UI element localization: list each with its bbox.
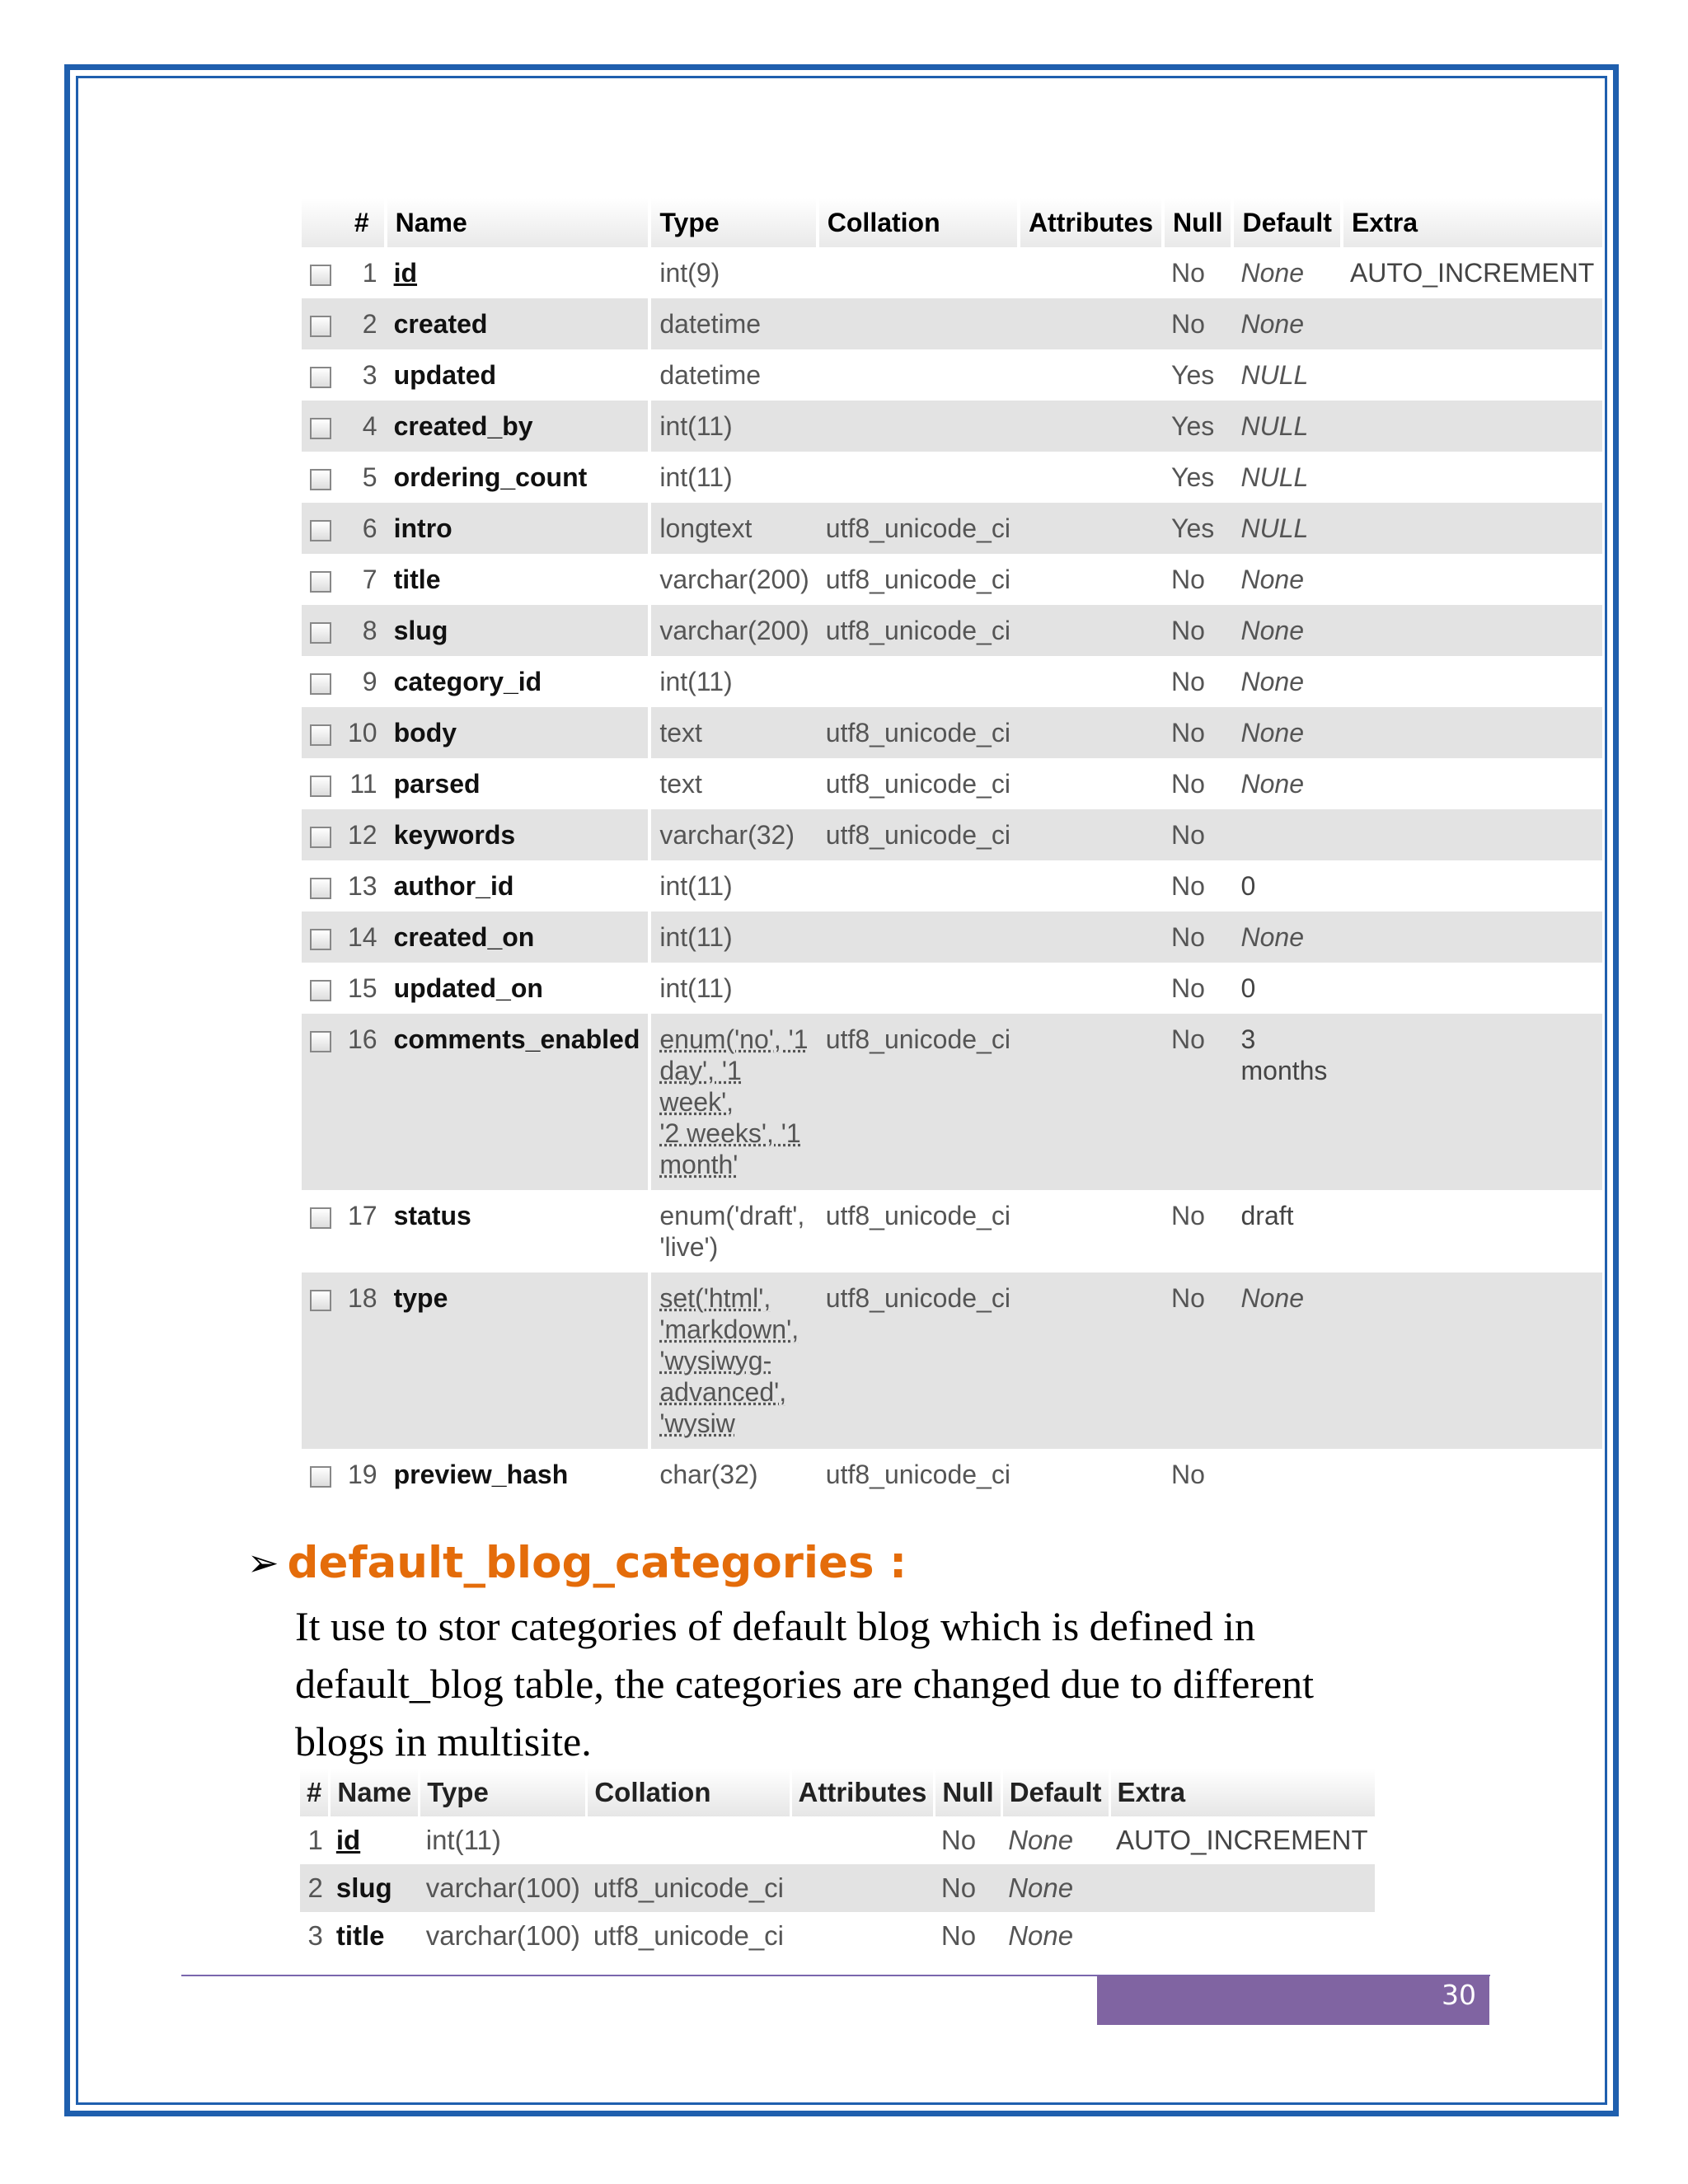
field-default: None bbox=[1001, 1864, 1109, 1912]
row-checkbox[interactable] bbox=[310, 418, 331, 439]
field-null: No bbox=[1171, 565, 1205, 594]
table-row bbox=[302, 605, 1602, 656]
field-default: 0 bbox=[1240, 871, 1256, 901]
field-null: No bbox=[1171, 667, 1205, 696]
field-default: None bbox=[1008, 1920, 1074, 1951]
table-row bbox=[302, 349, 1602, 401]
field-null: No bbox=[1163, 809, 1232, 860]
table-row bbox=[302, 758, 1602, 809]
field-default: None bbox=[1008, 1825, 1074, 1855]
table-row bbox=[302, 1272, 1602, 1449]
row-checkbox[interactable] bbox=[310, 265, 331, 286]
row-checkbox-cell bbox=[302, 247, 340, 298]
header-checkbox-col bbox=[302, 198, 340, 247]
field-name: updated_on bbox=[393, 973, 543, 1003]
field-attributes bbox=[1019, 452, 1163, 503]
table-row bbox=[302, 963, 1602, 1014]
row-checkbox-cell bbox=[302, 707, 340, 758]
field-null: No bbox=[1163, 298, 1232, 349]
row-checkbox-cell bbox=[302, 656, 340, 707]
row-checkbox-cell bbox=[302, 298, 340, 349]
row-checkbox[interactable] bbox=[310, 878, 331, 899]
field-null: No bbox=[1163, 1272, 1232, 1449]
field-type bbox=[649, 1190, 817, 1272]
field-name: created bbox=[386, 298, 650, 349]
header-num: # bbox=[300, 1769, 330, 1816]
header-attributes[interactable]: Attributes bbox=[1019, 198, 1163, 247]
table-row bbox=[302, 707, 1602, 758]
row-number: 17 bbox=[348, 1201, 377, 1230]
field-extra bbox=[1342, 401, 1602, 452]
header-collation[interactable]: Collation bbox=[587, 1769, 790, 1816]
field-type-line: '2 weeks', '1 bbox=[659, 1118, 801, 1148]
table-row bbox=[300, 1816, 1375, 1864]
field-attributes bbox=[1019, 401, 1163, 452]
field-attributes bbox=[1019, 605, 1163, 656]
field-null: No bbox=[1163, 1014, 1232, 1190]
field-extra bbox=[1342, 605, 1602, 656]
field-collation bbox=[818, 247, 1019, 298]
section-heading bbox=[247, 1538, 907, 1588]
field-name: type bbox=[386, 1272, 650, 1449]
field-collation: utf8_unicode_ci bbox=[825, 1201, 1010, 1230]
field-type: varchar(200) bbox=[649, 605, 817, 656]
field-extra bbox=[1342, 1014, 1602, 1190]
row-number: 18 bbox=[340, 1272, 386, 1449]
field-type: int(11) bbox=[425, 1825, 501, 1855]
field-type: varchar(32) bbox=[649, 809, 817, 860]
header-extra[interactable]: Extra bbox=[1342, 198, 1602, 247]
field-attributes bbox=[1019, 656, 1163, 707]
row-checkbox-cell bbox=[302, 963, 340, 1014]
row-checkbox-cell bbox=[302, 1014, 340, 1190]
header-type[interactable]: Type bbox=[420, 1769, 587, 1816]
field-default: None bbox=[1232, 912, 1341, 963]
field-collation bbox=[818, 912, 1019, 963]
section-heading-text: default_blog_categories : bbox=[287, 1538, 907, 1588]
field-null: No bbox=[1163, 605, 1232, 656]
table-row bbox=[302, 503, 1602, 554]
field-null: No bbox=[1171, 871, 1205, 901]
header-num: # bbox=[340, 198, 386, 247]
header-default[interactable]: Default bbox=[1232, 198, 1341, 247]
field-extra bbox=[1109, 1864, 1375, 1912]
field-default: None bbox=[1232, 605, 1341, 656]
field-default bbox=[1232, 1449, 1341, 1500]
field-type: int(11) bbox=[649, 860, 817, 912]
field-attributes bbox=[1019, 1449, 1163, 1500]
field-attributes bbox=[1019, 1272, 1163, 1449]
row-number: 2 bbox=[300, 1864, 330, 1912]
row-number: 1 bbox=[307, 1825, 323, 1855]
field-null: Yes bbox=[1171, 360, 1215, 390]
row-checkbox[interactable] bbox=[310, 980, 331, 1001]
field-type: longtext bbox=[649, 503, 817, 554]
field-name: body bbox=[386, 707, 650, 758]
field-type-line: 'markdown', bbox=[659, 1315, 799, 1344]
field-default: None bbox=[1232, 707, 1341, 758]
table-row bbox=[300, 1864, 1375, 1912]
row-checkbox-cell bbox=[302, 452, 340, 503]
field-null: No bbox=[1171, 769, 1205, 799]
field-null: No bbox=[1171, 1460, 1205, 1489]
row-number: 6 bbox=[340, 503, 386, 554]
row-number: 4 bbox=[340, 401, 386, 452]
header-null[interactable]: Null bbox=[1163, 198, 1232, 247]
field-attributes bbox=[790, 1912, 935, 1960]
field-type: varchar(200) bbox=[649, 554, 817, 605]
row-checkbox-cell bbox=[302, 401, 340, 452]
field-type-line: advanced', bbox=[659, 1377, 787, 1407]
field-type bbox=[649, 1272, 817, 1449]
field-extra bbox=[1342, 912, 1602, 963]
field-extra bbox=[1342, 554, 1602, 605]
field-null: No bbox=[1163, 912, 1232, 963]
header-name[interactable]: Name bbox=[330, 1769, 420, 1816]
field-name: id bbox=[393, 258, 418, 288]
field-type: int(11) bbox=[649, 452, 817, 503]
row-checkbox[interactable] bbox=[310, 724, 331, 746]
field-attributes bbox=[1019, 758, 1163, 809]
field-name: status bbox=[393, 1201, 471, 1230]
row-checkbox[interactable] bbox=[310, 1466, 331, 1488]
field-attributes bbox=[1019, 247, 1163, 298]
header-attributes[interactable]: Attributes bbox=[790, 1769, 935, 1816]
field-type: datetime bbox=[649, 349, 817, 401]
field-default bbox=[1232, 809, 1341, 860]
field-collation: utf8_unicode_ci bbox=[818, 1014, 1019, 1190]
row-checkbox-cell bbox=[302, 1190, 340, 1272]
field-name: parsed bbox=[393, 769, 481, 799]
field-attributes bbox=[1019, 912, 1163, 963]
field-extra bbox=[1342, 860, 1602, 912]
field-name: slug bbox=[386, 605, 650, 656]
field-null: No bbox=[1171, 258, 1205, 288]
field-extra bbox=[1342, 758, 1602, 809]
field-extra bbox=[1342, 1272, 1602, 1449]
field-default: None bbox=[1240, 565, 1304, 594]
page-number: 30 bbox=[1442, 1979, 1476, 2011]
row-checkbox[interactable] bbox=[310, 622, 331, 644]
field-extra bbox=[1342, 1449, 1602, 1500]
field-type-line: 'live') bbox=[659, 1232, 719, 1262]
field-name: created_on bbox=[386, 912, 650, 963]
field-type: datetime bbox=[649, 298, 817, 349]
header-extra[interactable]: Extra bbox=[1109, 1769, 1375, 1816]
table-row bbox=[302, 247, 1602, 298]
field-default: draft bbox=[1240, 1201, 1294, 1230]
row-number: 19 bbox=[348, 1460, 377, 1489]
field-name: category_id bbox=[393, 667, 542, 696]
row-checkbox[interactable] bbox=[310, 776, 331, 797]
row-checkbox[interactable] bbox=[310, 1290, 331, 1311]
field-collation: utf8_unicode_ci bbox=[587, 1864, 790, 1912]
field-type-line: enum('no', '1 bbox=[659, 1024, 809, 1054]
field-type: int(11) bbox=[649, 912, 817, 963]
field-null: No bbox=[1163, 707, 1232, 758]
row-checkbox-cell bbox=[302, 503, 340, 554]
field-default: NULL bbox=[1240, 462, 1309, 492]
row-checkbox-cell bbox=[302, 554, 340, 605]
row-checkbox-cell bbox=[302, 1449, 340, 1500]
field-extra bbox=[1342, 298, 1602, 349]
row-number: 7 bbox=[362, 565, 377, 594]
field-default: None bbox=[1232, 298, 1341, 349]
field-null: No bbox=[940, 1920, 977, 1951]
field-attributes bbox=[790, 1816, 935, 1864]
field-collation: utf8_unicode_ci bbox=[825, 769, 1010, 799]
row-number: 13 bbox=[348, 871, 377, 901]
field-null: No bbox=[940, 1825, 977, 1855]
field-type-line: 'wysiwyg- bbox=[659, 1346, 772, 1376]
field-collation bbox=[818, 298, 1019, 349]
field-default: 3 months bbox=[1232, 1014, 1341, 1190]
header-default[interactable]: Default bbox=[1001, 1769, 1109, 1816]
field-type: char(32) bbox=[649, 1449, 817, 1500]
field-default: 0 bbox=[1240, 973, 1256, 1003]
field-type: int(11) bbox=[649, 656, 817, 707]
field-attributes bbox=[1019, 298, 1163, 349]
field-default: NULL bbox=[1232, 401, 1341, 452]
header-name[interactable]: Name bbox=[386, 198, 650, 247]
field-type: varchar(100) bbox=[425, 1920, 580, 1951]
field-extra bbox=[1109, 1912, 1375, 1960]
categories-fields-table bbox=[300, 1769, 1375, 1960]
field-null: No bbox=[1171, 1201, 1205, 1230]
field-extra bbox=[1342, 707, 1602, 758]
field-collation: utf8_unicode_ci bbox=[818, 809, 1019, 860]
field-extra bbox=[1342, 656, 1602, 707]
arrow-bullet-icon: ➢ bbox=[247, 1540, 279, 1585]
field-extra bbox=[1342, 809, 1602, 860]
field-name: created_by bbox=[386, 401, 650, 452]
field-collation: utf8_unicode_ci bbox=[818, 503, 1019, 554]
field-collation bbox=[818, 656, 1019, 707]
row-number: 9 bbox=[362, 667, 377, 696]
field-default: None bbox=[1232, 1272, 1341, 1449]
row-checkbox[interactable] bbox=[310, 367, 331, 388]
field-name: title bbox=[335, 1920, 385, 1951]
header-null[interactable]: Null bbox=[935, 1769, 1001, 1816]
field-name: slug bbox=[330, 1864, 420, 1912]
field-attributes bbox=[1019, 963, 1163, 1014]
row-checkbox[interactable] bbox=[310, 316, 331, 337]
field-type: text bbox=[649, 758, 817, 809]
field-type: text bbox=[649, 707, 817, 758]
table-row bbox=[302, 1190, 1602, 1272]
row-number: 16 bbox=[340, 1014, 386, 1190]
field-attributes bbox=[1019, 503, 1163, 554]
row-checkbox[interactable] bbox=[310, 520, 331, 541]
row-checkbox-cell bbox=[302, 349, 340, 401]
field-name: preview_hash bbox=[393, 1460, 569, 1489]
table-row bbox=[302, 554, 1602, 605]
field-name: intro bbox=[386, 503, 650, 554]
row-number: 1 bbox=[362, 258, 377, 288]
row-checkbox[interactable] bbox=[310, 1031, 331, 1052]
field-null: Yes bbox=[1163, 401, 1232, 452]
field-name: comments_enabled bbox=[386, 1014, 650, 1190]
field-collation bbox=[818, 452, 1019, 503]
field-attributes bbox=[1019, 1014, 1163, 1190]
table-row bbox=[302, 1014, 1602, 1190]
field-type-line: day', '1 week', bbox=[659, 1056, 742, 1117]
field-collation bbox=[587, 1816, 790, 1864]
row-number: 12 bbox=[340, 809, 386, 860]
row-checkbox-cell bbox=[302, 605, 340, 656]
row-number: 3 bbox=[362, 360, 377, 390]
field-collation bbox=[818, 349, 1019, 401]
field-name: ordering_count bbox=[393, 462, 588, 492]
field-collation: utf8_unicode_ci bbox=[818, 605, 1019, 656]
field-null: Yes bbox=[1171, 462, 1215, 492]
field-null: Yes bbox=[1163, 503, 1232, 554]
field-name: keywords bbox=[386, 809, 650, 860]
field-type-line: 'wysiw bbox=[659, 1408, 735, 1438]
field-collation: utf8_unicode_ci bbox=[593, 1920, 785, 1951]
field-type-line: set('html', bbox=[659, 1283, 771, 1313]
field-attributes bbox=[790, 1864, 935, 1912]
field-attributes bbox=[1019, 860, 1163, 912]
section-paragraph: It use to stor categories of default blog which is defined in default_blog table, the categories are changed due to different blogs in multisite. bbox=[295, 1603, 1315, 1765]
field-default: None bbox=[1240, 769, 1304, 799]
field-name: updated bbox=[393, 360, 497, 390]
field-extra bbox=[1342, 349, 1602, 401]
field-collation: utf8_unicode_ci bbox=[825, 1460, 1010, 1489]
field-extra bbox=[1342, 1190, 1602, 1272]
field-type: varchar(100) bbox=[420, 1864, 587, 1912]
field-collation: utf8_unicode_ci bbox=[818, 1272, 1019, 1449]
field-type bbox=[649, 1014, 817, 1190]
field-collation bbox=[818, 963, 1019, 1014]
field-attributes bbox=[1019, 554, 1163, 605]
table-row bbox=[302, 452, 1602, 503]
row-checkbox[interactable] bbox=[310, 673, 331, 695]
row-checkbox-cell bbox=[302, 1272, 340, 1449]
field-extra: AUTO_INCREMENT bbox=[1116, 1825, 1368, 1855]
row-checkbox-cell bbox=[302, 758, 340, 809]
table-row bbox=[302, 1449, 1602, 1500]
row-number: 2 bbox=[340, 298, 386, 349]
table-row bbox=[302, 298, 1602, 349]
field-extra bbox=[1342, 963, 1602, 1014]
field-type-line: enum('draft', bbox=[659, 1201, 805, 1230]
field-default: None bbox=[1240, 258, 1304, 288]
row-number: 5 bbox=[362, 462, 377, 492]
row-checkbox[interactable] bbox=[310, 571, 331, 593]
row-number: 15 bbox=[348, 973, 377, 1003]
field-null: No bbox=[935, 1864, 1001, 1912]
field-type: int(9) bbox=[649, 247, 817, 298]
row-number: 14 bbox=[340, 912, 386, 963]
field-default: NULL bbox=[1232, 503, 1341, 554]
page-number-box bbox=[1097, 1975, 1489, 2025]
row-number: 3 bbox=[307, 1920, 323, 1951]
field-attributes bbox=[1019, 707, 1163, 758]
row-checkbox-cell bbox=[302, 809, 340, 860]
row-number: 10 bbox=[340, 707, 386, 758]
field-default: None bbox=[1240, 667, 1304, 696]
field-extra bbox=[1342, 452, 1602, 503]
field-name: id bbox=[335, 1825, 361, 1855]
table-row bbox=[302, 809, 1602, 860]
table-row bbox=[302, 656, 1602, 707]
row-checkbox[interactable] bbox=[310, 929, 331, 950]
table-row bbox=[302, 860, 1602, 912]
field-attributes bbox=[1019, 809, 1163, 860]
table-header-row bbox=[300, 1769, 1375, 1816]
field-attributes bbox=[1019, 1190, 1163, 1272]
blog-fields-table bbox=[302, 198, 1602, 1500]
row-number: 8 bbox=[340, 605, 386, 656]
field-type: int(11) bbox=[649, 963, 817, 1014]
table-row bbox=[300, 1912, 1375, 1960]
field-type-line: month' bbox=[659, 1150, 738, 1179]
field-attributes bbox=[1019, 349, 1163, 401]
field-collation: utf8_unicode_ci bbox=[818, 707, 1019, 758]
field-name: title bbox=[393, 565, 441, 594]
field-extra bbox=[1342, 503, 1602, 554]
row-checkbox[interactable] bbox=[310, 469, 331, 490]
header-type[interactable]: Type bbox=[649, 198, 817, 247]
field-collation bbox=[818, 401, 1019, 452]
table-row bbox=[302, 912, 1602, 963]
row-checkbox-cell bbox=[302, 860, 340, 912]
row-checkbox-cell bbox=[302, 912, 340, 963]
row-checkbox[interactable] bbox=[310, 1207, 331, 1229]
field-name: author_id bbox=[393, 871, 514, 901]
field-type: int(11) bbox=[649, 401, 817, 452]
table-row bbox=[302, 401, 1602, 452]
row-checkbox[interactable] bbox=[310, 827, 331, 848]
field-default: NULL bbox=[1240, 360, 1309, 390]
field-collation bbox=[818, 860, 1019, 912]
row-number: 11 bbox=[349, 769, 377, 799]
header-collation[interactable]: Collation bbox=[818, 198, 1019, 247]
field-null: No bbox=[1171, 973, 1205, 1003]
table-header-row bbox=[302, 198, 1602, 247]
field-extra: AUTO_INCREMENT bbox=[1349, 258, 1595, 288]
field-collation: utf8_unicode_ci bbox=[825, 565, 1010, 594]
